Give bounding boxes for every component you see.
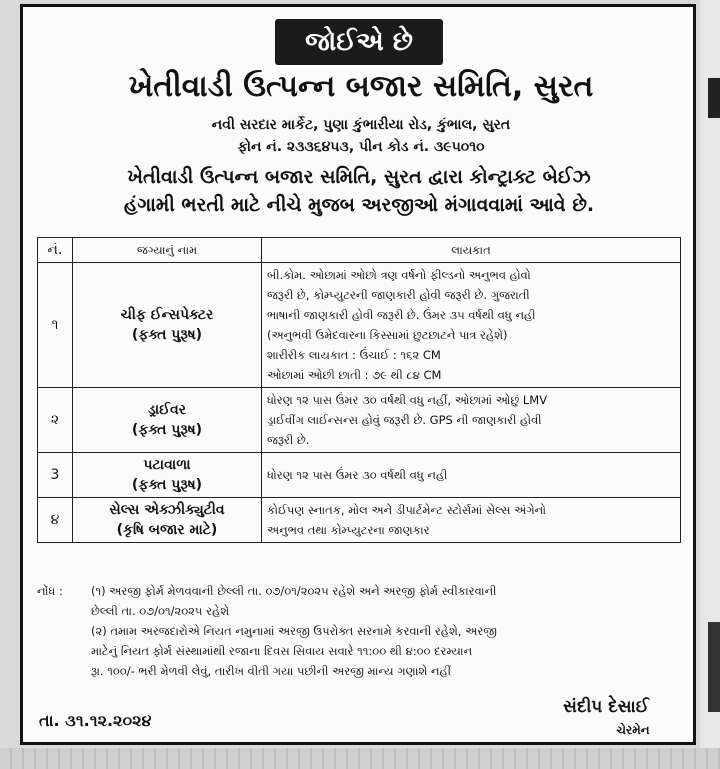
post-title: ચીફ ઈન્સપેક્ટર: [120, 307, 214, 323]
qualification-cell: [262, 263, 681, 388]
post-name: [73, 263, 262, 388]
qualification-line: કોઈપણ સ્નાતક, મોલ અને ડીપાર્ટમેન્ટ સ્ટોર્સમાં સેલ્સ અંગેનો: [267, 503, 547, 517]
header-qualification: લાયકાત: [262, 238, 681, 263]
table-row: [38, 263, 681, 388]
post-eligibility: (ફક્ત પુરૂષ): [131, 327, 203, 343]
qualification-cell: [262, 388, 681, 453]
table-row: [38, 388, 681, 453]
notice-line: ખેતીવાડી ઉત્પન્ન બજાર સમિતિ, સુરત દ્વારા કોન્ટ્રાક્ટ બેઈઝ: [127, 166, 591, 188]
qualification-line: ધોરણ ૧૨ પાસ ઉંમર ૩૦ વર્ષથી વધુ નહીં, ઓછામાં ઓછું LMV: [267, 393, 548, 407]
post-eligibility: (ફક્ત પુરૂષ): [131, 477, 203, 493]
row-number: ૧: [38, 263, 73, 388]
post-name: [73, 498, 262, 543]
adjacent-page-edge: [700, 0, 720, 769]
post-eligibility: (કૃષિ બજાર માટે): [116, 522, 218, 538]
table-row: [38, 498, 681, 543]
post-title: સેલ્સ એક્ઝીક્યુટીવ: [109, 502, 225, 518]
qualification-line: જરૂરી છે.: [267, 433, 310, 447]
post-eligibility: (ફક્ત પુરૂષ): [131, 422, 203, 438]
note-line: (૨) તમામ અરજદારોએ નિયત નમુનામાં અરજી ઉપરોક્ત સરનામે કરવાની રહેશે, અરજી: [91, 624, 497, 638]
qualification-line: જરૂરી છે, કોમ્પ્યુટરની જાણકારી હોવી જરૂરી છે. ગુજરાતી: [267, 288, 530, 302]
vacancy-table: [37, 237, 681, 543]
qualification-line: બી.કોમ. ઓછામાં ઓછો ત્રણ વર્ષનો ફીલ્ડનો અનુભવ હોવો: [267, 268, 531, 282]
qualification-cell: [262, 453, 681, 498]
qualification-line: (અનુભવી ઉમેદવારના કિસ્સામાં છુટછાટને પાત્ર રહેશે): [267, 328, 508, 342]
row-number: ૨: [38, 388, 73, 453]
note-line: રૂા. ૧૦૦/- ભરી મેળવી લેવું, તારીખ વીતી ગયા પછીની અરજી માન્ય ગણાશે નહીં: [91, 664, 452, 678]
qualification-line: શારીરીક લાયકાત : ઉંચાઈ : ૧૬૨ CM: [267, 348, 441, 362]
table-row: [38, 453, 681, 498]
qualification-line: અનુભવ તથા કોમ્પ્યુટરના જાણકાર: [267, 523, 430, 537]
header-number: નં.: [38, 238, 73, 263]
adjacent-ad-fragment: [708, 78, 720, 118]
recruitment-advertisement: [20, 4, 696, 745]
note-line: છેલ્લી તા. ૦૭/૦૧/૨૦૨૫ રહેશે: [91, 604, 230, 618]
adjacent-page-edge: [0, 748, 720, 769]
qualification-line: ધોરણ ૧૨ પાસ ઉંમર ૩૦ વર્ષથી વધુ નહી: [267, 468, 448, 482]
signatory-name: સંદીપ દેસાઈ: [563, 697, 649, 717]
notes-label: નોંધ :: [37, 584, 63, 598]
qualification-line: ડ્રાઈવીંગ લાઈન્સન્સ હોવું જરૂરી છે. GPS ની જાણકારી હોવી: [267, 413, 542, 427]
wanted-banner: જોઈએ છે: [275, 19, 443, 65]
note-line: માટેનું નિયત ફોર્મ સંસ્થામાંથી રજાના દિવસ સિવાય સવારે ૧૧:૦૦ થી ૪:૦૦ દરમ્યાન: [91, 644, 473, 658]
note-line: (૧) અરજી ફોર્મ મેળવવાની છેલ્લી તા. ૦૭/૦૧/૨૦૨૫ રહેશે અને અરજી ફોર્મ સ્વીકારવાની: [91, 584, 497, 598]
row-number: ૪: [38, 498, 73, 543]
notice-line: હંગામી ભરતી માટે નીચે મુજબ અરજીઓ મંગાવવામાં આવે છે.: [123, 194, 595, 216]
post-title: પટાવાળા: [143, 457, 191, 473]
signatory-role: ચેરમેન: [616, 723, 650, 737]
qualification-line: ઓછામાં ઓછી છાતી : ૭૯ થી ૮૪ CM: [267, 368, 442, 382]
header-post-name: જગ્યાનું નામ: [73, 238, 262, 263]
post-title: ડ્રાઈવર: [148, 402, 186, 418]
address-line: નવી સરદાર માર્કેટ, પુણા કુંભારીયા રોડ, કુંભાલ, સુરત: [211, 117, 511, 133]
post-name: [73, 453, 262, 498]
notes-section: [37, 581, 687, 681]
publication-date: તા. ૩૧.૧૨.૨૦૨૪: [39, 711, 152, 730]
adjacent-ad-fragment: [708, 622, 720, 712]
recruitment-notice: [31, 163, 687, 219]
qualification-line: ભાષાની જાણકારી હોવી જરૂરી છે. ઉંમર ૩૫ વર્ષથી વધુ નહી: [267, 308, 536, 322]
qualification-cell: [262, 498, 681, 543]
post-name: [73, 388, 262, 453]
table-header-row: [38, 238, 681, 263]
contact-line: ફોન નં. ૨૩૩૬૪૫૩, પીન કોડ નં. ૩૯૫૦૧૦: [237, 139, 485, 155]
organization-title: ખેતીવાડી ઉત્પન્ન બજાર સમિતિ, સુરત: [128, 69, 594, 104]
row-number: 3: [38, 453, 73, 498]
